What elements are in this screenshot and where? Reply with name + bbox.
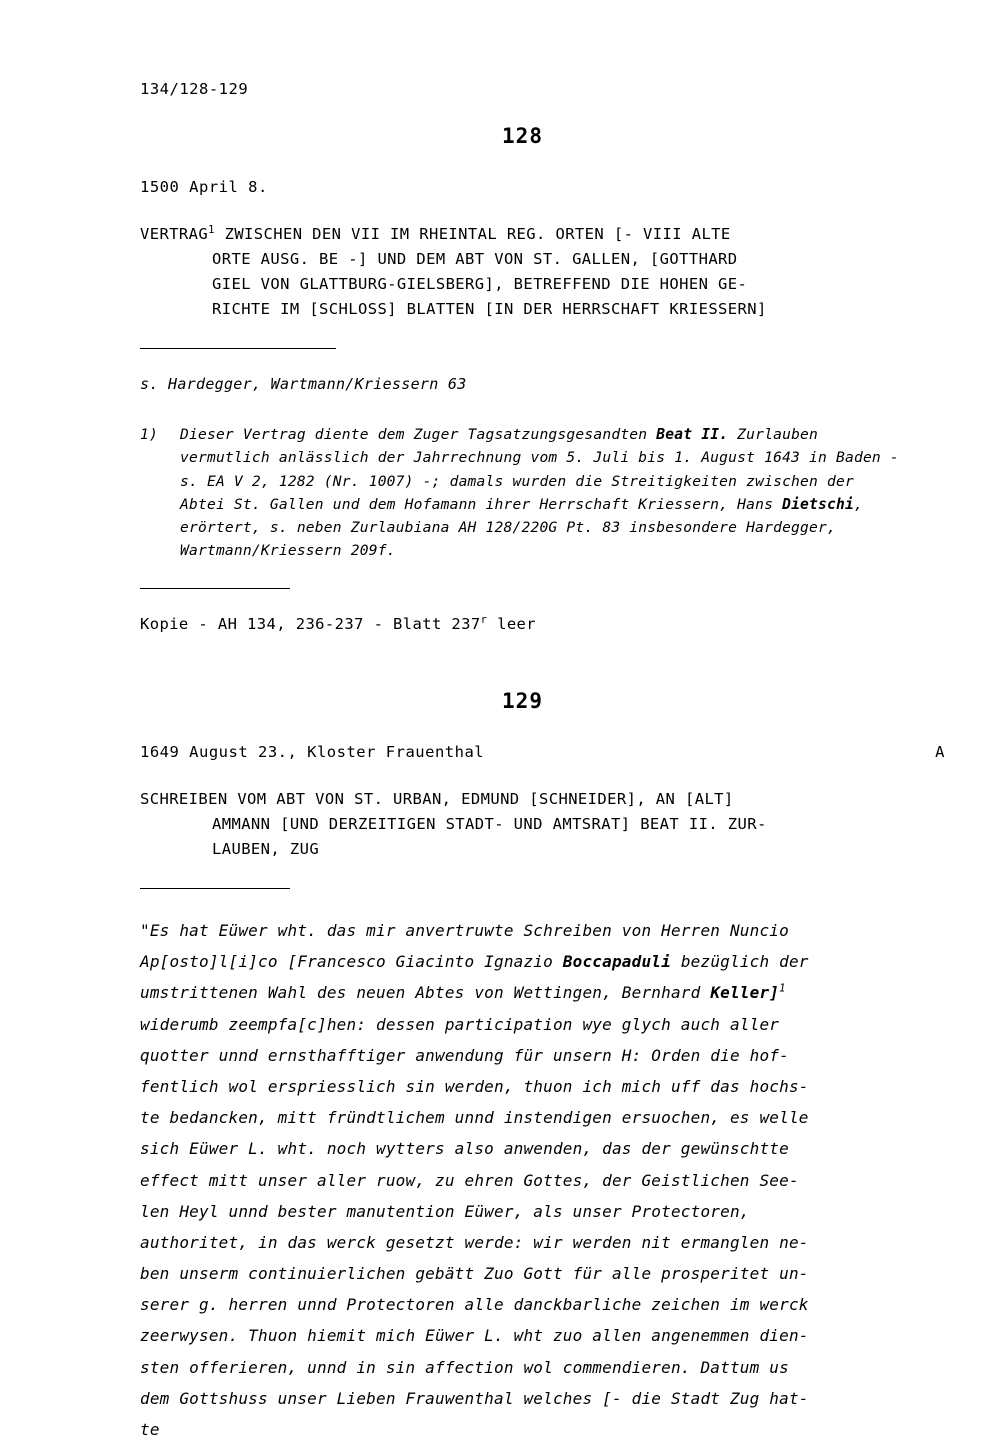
entry-129-side-mark: A: [935, 742, 945, 761]
footnote-part-2: Zurlauben vermutlich anlässlich der Jahrrechnung vom 5. Juli bis 1. August 1643 in Baden - s. EA V 2, 1282 (Nr. 1007) -; damals wurden die Streitigkeiten zwischen der Abtei St. Gallen und dem Hofamann ihrer Herrschaft Kriessern, Hans: [180, 426, 899, 513]
entry-129-transcription: [140, 915, 905, 1445]
regest-128-line1-rest: ZWISCHEN DEN VII IM RHEINTAL REG. ORTEN [- VIII ALTE: [214, 225, 731, 243]
transcription-line-1: "Es hat Eüwer wht. das mir anvertruwte Schreiben von Herren Nuncio: [140, 921, 789, 941]
folio-header: 134/128-129: [140, 80, 249, 98]
transcription-footnote-marker: 1: [779, 983, 786, 996]
transcription-line-11: authoritet, in das werck gesetzt werde: wir werden nit ermanglen ne-: [140, 1232, 809, 1252]
regest-129-line1: SCHREIBEN VOM ABT VON ST. URBAN, EDMUND [SCHNEIDER], AN [ALT]: [140, 789, 734, 808]
transcription-line-4: widerumb zeempfa[c]hen: dessen participation wye glych auch aller: [140, 1014, 780, 1034]
transcription-line-2: [140, 946, 905, 977]
transcription-line-3: [140, 977, 905, 1008]
footnote-bold-name-2: Dietschi: [782, 495, 854, 513]
transcription-line-7: te bedancken, mitt fründtlichem unnd instendigen ersuochen, es welle: [140, 1108, 809, 1128]
entry-number-129: 129: [502, 688, 543, 713]
copy-note-lead: Kopie - AH 134, 236-237 - Blatt 237: [140, 614, 481, 633]
section-spacer: [140, 633, 905, 689]
transcription-line-8: sich Eüwer L. wht. noch wytters also anwenden, das der gewünschtte: [140, 1139, 789, 1159]
transcription-line-14: zeerwysen. Thuon hiemit mich Eüwer L. wht zuo allen angenemmen dien-: [140, 1326, 809, 1346]
divider-rule-2: [140, 588, 290, 589]
divider-rule-3: [140, 888, 290, 889]
entry-129-dateline: [140, 742, 945, 761]
transcription-line-16: dem Gottshuss unser Lieben Frauwenthal welches [- die Stadt Zug hat-: [140, 1388, 809, 1408]
transcription-line-3-a: umstrittenen Wahl des neuen Abtes von Wettingen, Bernhard: [140, 983, 711, 1003]
transcription-line-2-c: bezüglich der: [670, 952, 809, 972]
regest-128-line3: GIEL VON GLATTBURG-GIELSBERG], BETREFFEND DIE HOHEN GE-: [212, 275, 748, 294]
entry-128-source: s. Hardegger, Wartmann/Kriessern 63: [140, 375, 467, 394]
regest-129-line3: LAUBEN, ZUG: [212, 839, 320, 858]
entry-number-128: 128: [502, 124, 543, 148]
transcription-line-13: serer g. herren unnd Protectoren alle danckbarliche zeichen im werck: [140, 1295, 809, 1315]
entry-129-regest: [140, 787, 905, 862]
transcription-line-9: effect mitt unser aller ruow, zu ehren Gottes, der Geistlichen See-: [140, 1170, 799, 1190]
transcription-line-15: sten offerieren, unnd in sin affection wol commendieren. Dattum us: [140, 1357, 789, 1377]
transcription-line-5: quotter unnd ernsthafftiger anwendung für unsern H: Orden die hof-: [140, 1045, 789, 1065]
transcription-line-10: len Heyl unnd bester manutention Eüwer, als unser Protectoren,: [140, 1201, 750, 1221]
copy-note-rest: leer: [487, 614, 537, 633]
footnote-part-3: , erörtert, s. neben Zurlaubiana AH 128/220G Pt. 83 insbesondere Hardegger, Wartmann/Kriessern 209f.: [180, 495, 863, 559]
entry-128-dateline: 1500 April 8.: [140, 178, 268, 196]
transcription-line-12: ben unserm continuierlichen gebätt Zuo Gott für alle prosperitet un-: [140, 1264, 809, 1284]
entry-128-copy-note: [140, 615, 905, 633]
regest-128-line2: ORTE AUSG. BE -] UND DEM ABT VON ST. GALLEN, [GOTTHARD: [212, 250, 738, 269]
footnote-bold-name-1: Beat II.: [656, 426, 729, 444]
entry-128-footnote: [140, 423, 905, 561]
regest-128-line1-lead: VERTRAG: [140, 225, 209, 243]
entry-128-regest: [140, 222, 905, 322]
entry-129-date-text: 1649 August 23., Kloster Frauenthal: [140, 742, 485, 761]
regest-129-line2: AMMANN [UND DERZEITIGEN STADT- UND AMTSRAT] BEAT II. ZUR-: [212, 814, 767, 833]
footnote-text-1: [180, 423, 905, 561]
regest-128-line4: RICHTE IM [SCHLOSS] BLATTEN [IN DER HERRSCHAFT KRIESSERN]: [212, 300, 767, 319]
regest-128-footnote-marker: 1: [208, 223, 215, 236]
person-name-boccapaduli: Boccapaduli: [562, 952, 671, 972]
transcription-line-17: te: [140, 1420, 160, 1440]
footnote-part-1: Dieser Vertrag diente dem Zuger Tagsatzungsgesandten: [180, 426, 657, 444]
person-name-keller: Keller]: [710, 983, 780, 1003]
transcription-line-6: fentlich wol erspriesslich sin werden, thuon ich mich uff das hochs-: [140, 1076, 809, 1096]
transcription-line-2-a: Ap[osto]l[i]co [Francesco Giacinto Ignazio: [140, 952, 563, 972]
copy-note-superscript: r: [480, 613, 488, 626]
divider-rule-1: [140, 348, 336, 349]
footnote-marker-1: 1): [140, 426, 158, 444]
